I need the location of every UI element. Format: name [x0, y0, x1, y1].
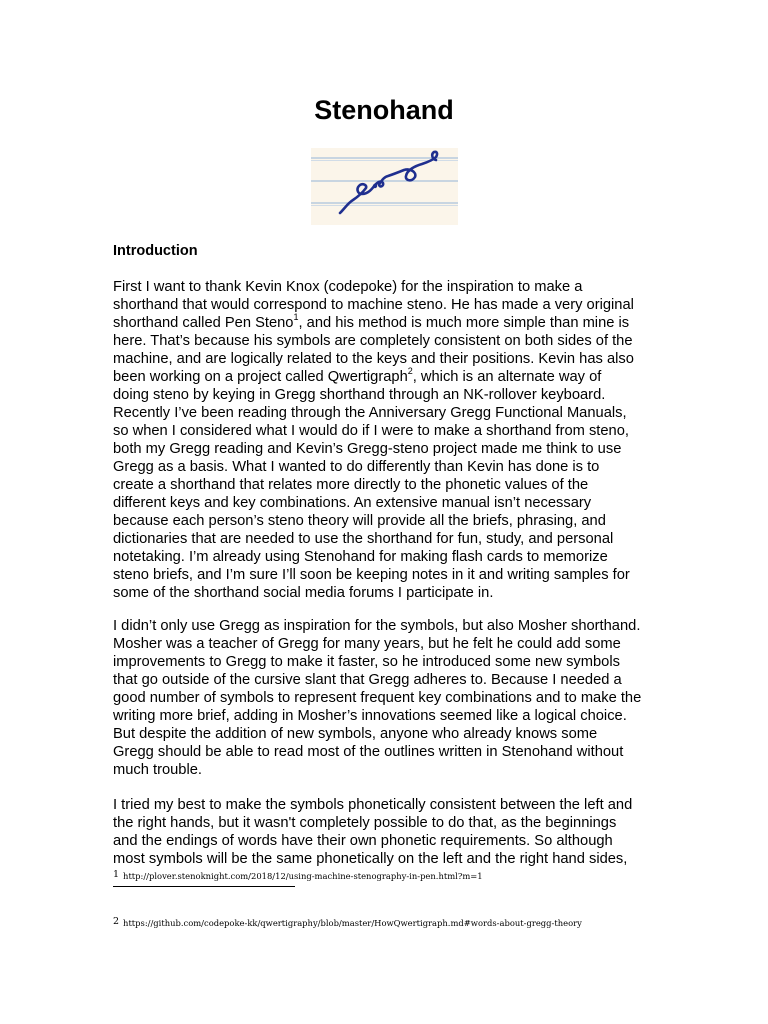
footnote-number: 2	[113, 916, 120, 927]
footnote	[113, 915, 582, 930]
text-run: create a shorthand that relates more directly to the phonetic values of the	[113, 477, 589, 493]
paragraph-line	[113, 743, 673, 761]
paragraph-line	[113, 512, 673, 530]
text-run: both my Gregg reading and Kevin’s Gregg-steno project made me think to use	[113, 441, 622, 457]
paragraph-line	[113, 530, 673, 548]
text-run: so when I considered what I would do if I were to make a shorthand from steno,	[113, 423, 629, 439]
text-run: shorthand that would correspond to machine steno. He has made a very original	[113, 297, 634, 313]
paragraph-line	[113, 476, 673, 494]
text-run: , and his method is much more simple than mine is	[298, 315, 630, 331]
text-run: much trouble.	[113, 762, 202, 778]
paragraph-line	[113, 707, 673, 725]
paragraph-line	[113, 689, 673, 707]
paragraph-line	[113, 653, 673, 671]
paragraph-line	[113, 725, 673, 743]
text-run: some of the shorthand social media forums I participate in.	[113, 585, 494, 601]
text-run: the right hands, but it wasn't completely possible to do that, as the beginnings	[113, 815, 617, 831]
document-title: Stenohand	[314, 95, 454, 125]
paragraph-line	[113, 386, 673, 404]
text-run: different keys and key combinations. An extensive manual isn’t necessary	[113, 495, 592, 511]
text-run: been working on a project called Qwertigraph	[113, 369, 408, 385]
paragraph-line	[113, 458, 673, 476]
shorthand-logo-image	[311, 148, 458, 225]
text-run: Mosher was a teacher of Gregg for many years, but he felt he could add some	[113, 636, 621, 652]
paragraph-line	[113, 566, 673, 584]
paragraph-line	[113, 796, 673, 814]
footnote-number: 1	[113, 869, 120, 880]
text-run: good number of symbols to represent frequent key combinations and to make the	[113, 690, 642, 706]
paragraph-line	[113, 617, 673, 635]
text-run: improvements to Gregg to make it faster, so he introduced some new symbols	[113, 654, 620, 670]
paragraph-line	[113, 440, 673, 458]
footnote-separator	[113, 886, 295, 887]
paragraph-line	[113, 671, 673, 689]
paragraph-line	[113, 422, 673, 440]
paragraph-line	[113, 761, 673, 779]
footnote-reference: 1	[293, 312, 299, 323]
paragraph	[113, 278, 673, 602]
text-run: here. That’s because his symbols are completely consistent on both sides of the	[113, 333, 633, 349]
text-run: Gregg should be able to read most of the outlines written in Stenohand without	[113, 744, 624, 760]
paragraph-line	[113, 368, 673, 386]
footnote-link[interactable]: http://plover.stenoknight.com/2018/12/using-machine-stenography-in-pen.html?m=1	[123, 871, 483, 881]
text-run: , which is an alternate way of	[412, 369, 602, 385]
text-run: Recently I’ve been reading through the Anniversary Gregg Functional Manuals,	[113, 405, 627, 421]
text-run: notetaking. I’m already using Stenohand for making flash cards to memorize	[113, 549, 608, 565]
text-run: steno briefs, and I’m sure I’ll soon be keeping notes in it and writing samples for	[113, 567, 630, 583]
text-run: dictionaries that are needed to use the shorthand for fun, study, and personal	[113, 531, 614, 547]
text-run: writing more brief, adding in Mosher’s innovations seemed like a logical choice.	[113, 708, 627, 724]
text-run: I tried my best to make the symbols phonetically consistent between the left and	[113, 797, 633, 813]
paragraph-line	[113, 332, 673, 350]
paragraph-line	[113, 314, 673, 332]
text-run: machine, and are logically related to the keys and their positions. Kevin has also	[113, 351, 634, 367]
paragraph-line	[113, 584, 673, 602]
text-run: doing steno by keying in Gregg shorthand through an NK-rollover keyboard.	[113, 387, 606, 403]
paragraph-line	[113, 278, 673, 296]
footnote	[113, 868, 483, 883]
text-run: and the endings of words have their own phonetic requirements. So although	[113, 833, 613, 849]
paragraph-line	[113, 814, 673, 832]
paragraph-line	[113, 494, 673, 512]
text-run: First I want to thank Kevin Knox (codepoke) for the inspiration to make a	[113, 279, 583, 295]
paragraph-line	[113, 296, 673, 314]
footnote-reference: 2	[407, 366, 413, 377]
text-run: shorthand called Pen Steno	[113, 315, 294, 331]
text-run: But despite the addition of new symbols, anyone who already knows some	[113, 726, 598, 742]
paragraph-line	[113, 350, 673, 368]
paragraph	[113, 617, 673, 779]
text-run: most symbols will be the same phonetically on the left and the right hand sides,	[113, 851, 628, 867]
shorthand-outline-icon	[311, 148, 458, 225]
paragraph-line	[113, 832, 673, 850]
text-run: that go outside of the cursive slant that Gregg adheres to. Because I needed a	[113, 672, 622, 688]
footnote-link[interactable]: https://github.com/codepoke-kk/qwertigraphy/blob/master/HowQwertigraph.md#words-about-gregg-theory	[123, 918, 582, 928]
paragraph-line	[113, 635, 673, 653]
paragraph	[113, 796, 673, 868]
section-heading: Introduction	[113, 243, 198, 259]
text-run: I didn’t only use Gregg as inspiration for the symbols, but also Mosher shorthand.	[113, 618, 641, 634]
text-run: because each person’s steno theory will provide all the briefs, phrasing, and	[113, 513, 606, 529]
text-run: Gregg as a basis. What I wanted to do differently than Kevin has done is to	[113, 459, 600, 475]
paragraph-line	[113, 850, 673, 868]
paragraph-line	[113, 404, 673, 422]
paragraph-line	[113, 548, 673, 566]
